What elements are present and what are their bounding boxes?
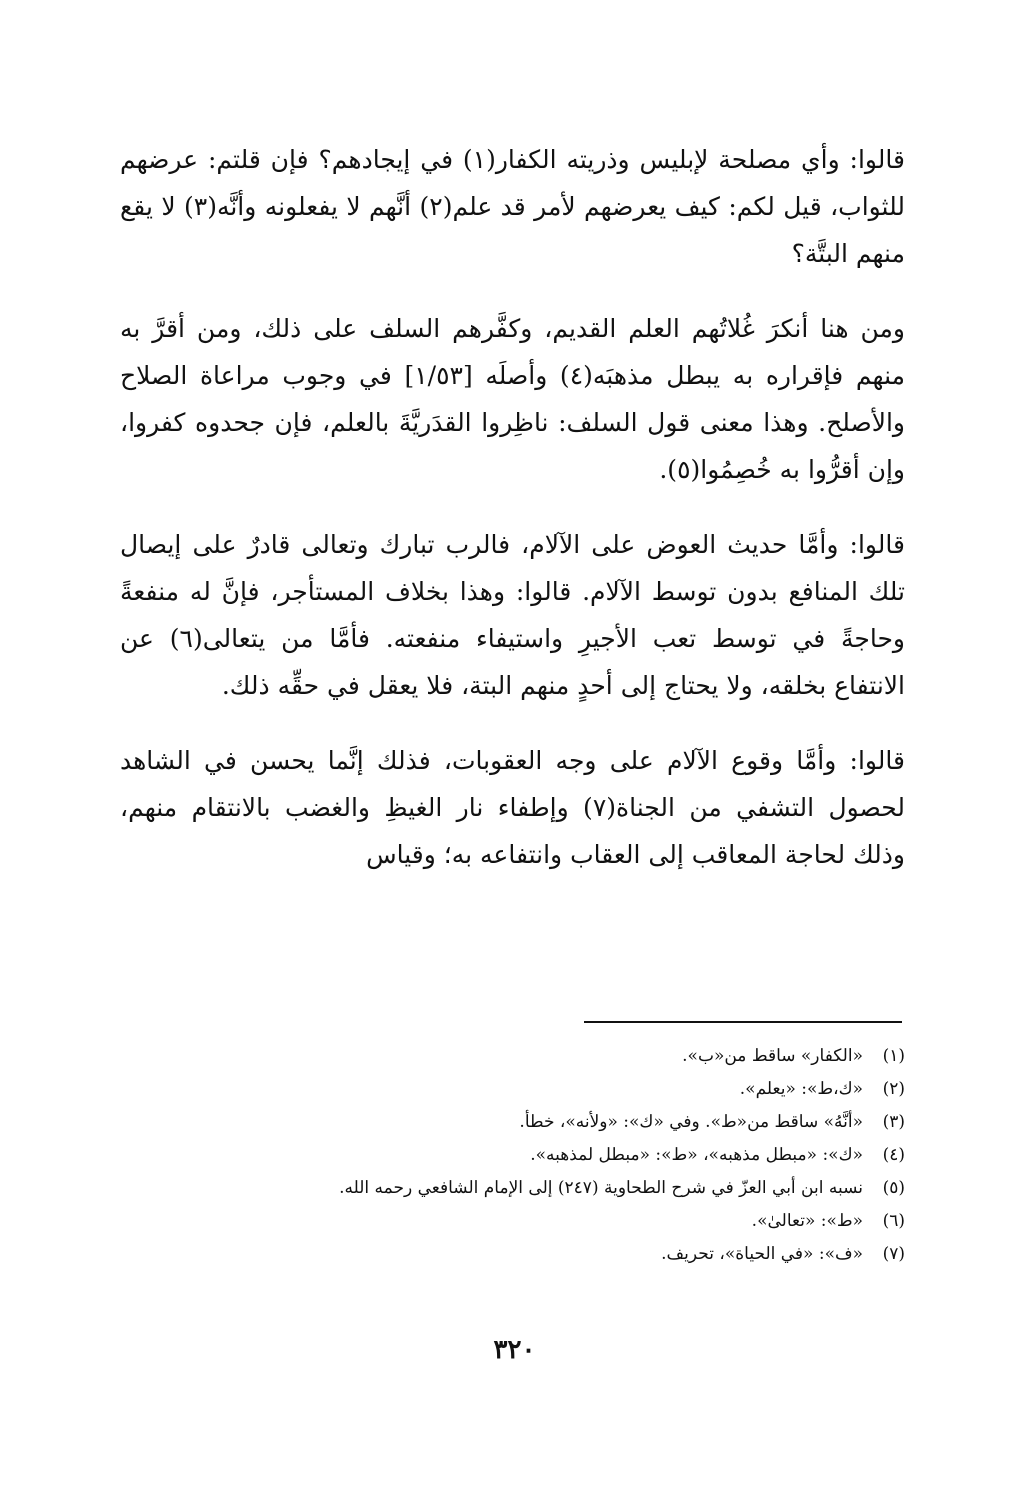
- footnote-number: (٤): [882, 1145, 905, 1165]
- footnote-2: [120, 1073, 905, 1106]
- paragraph-2: ومن هنا أنكرَ غُلاتُهم العلم القديم، وكفَّرهم السلف على ذلك، ومن أقرَّ به منهم فإقراره به يبطل مذهبَه(٤) وأصلَه [١/٥٣] في وجوب مراعاة الصلاح والأصلح. وهذا معنى قول السلف: ناظِروا القدَريَّةَ بالعلم، فإن جحدوه كفروا، وإن أقرُّوا به خُصِمُوا(٥).: [120, 314, 906, 484]
- footnote-text: «أنَّهُ» ساقط من«ط». وفي «ك»: «ولأنه»، خطأ.: [519, 1112, 863, 1132]
- footnote-7: [120, 1238, 905, 1271]
- paragraph-3: قالوا: وأمَّا حديث العوض على الآلام، فالرب تبارك وتعالى قادرٌ على إيصال تلك المنافع بدون توسط الآلام. قالوا: وهذا بخلاف المستأجر، فإنَّ له منفعةً وحاجةً في توسط تعب الأجيرِ واستيفاء منفعته. فأمَّا من يتعالى(٦) عن الانتفاع بخلقه، ولا يحتاج إلى أحدٍ منهم البتة، فلا يعقل في حقِّه ذلك.: [120, 530, 905, 700]
- footnote-number: (٣): [882, 1112, 905, 1132]
- footnote-number: (١): [882, 1046, 905, 1066]
- footnote-separator: [584, 1021, 902, 1023]
- footnote-6: [120, 1205, 905, 1238]
- paragraph-4: قالوا: وأمَّا وقوع الآلام على وجه العقوبات، فذلك إنَّما يحسن في الشاهد لحصول التشفي من الجناة(٧) وإطفاء نار الغيظِ والغضب بالانتقام منهم، وذلك لحاجة المعاقب إلى العقاب وانتفاعه به؛ وقياس: [120, 746, 905, 869]
- footnote-text: «الكفار» ساقط من«ب».: [682, 1046, 863, 1066]
- page-number: ٣٢٠: [493, 1335, 536, 1365]
- footnote-1: [120, 1040, 905, 1073]
- footnote-5: [120, 1172, 905, 1205]
- footnote-4: [120, 1139, 905, 1172]
- footnote-number: (٦): [882, 1211, 905, 1231]
- footnote-number: (٢): [882, 1079, 905, 1099]
- footnote-text: «ك»: «مبطل مذهبه»، «ط»: «مبطل لمذهبه».: [530, 1145, 863, 1165]
- footnote-text: «ف»: «في الحياة»، تحريف.: [661, 1244, 863, 1264]
- paragraph-1: قالوا: وأي مصلحة لإبليس وذريته الكفار(١) في إيجادهم؟ فإن قلتم: عرضهم للثواب، قيل لكم: كيف يعرضهم لأمر قد علم(٢) أنَّهم لا يفعلونه وأنَّه(٣) لا يقع منهم البتَّة؟: [120, 145, 905, 268]
- footnote-text: «ط»: «تعالىٰ».: [751, 1211, 863, 1231]
- footnote-text: «ك،ط»: «يعلم».: [739, 1079, 863, 1099]
- main-text: [120, 136, 905, 906]
- footnotes-list: [120, 1040, 905, 1271]
- footnote-3: [120, 1106, 905, 1139]
- footnote-number: (٥): [882, 1178, 905, 1198]
- footnote-number: (٧): [882, 1244, 905, 1264]
- footnote-text: نسبه ابن أبي العزّ في شرح الطحاوية (٢٤٧) إلى الإمام الشافعي رحمه الله.: [339, 1178, 863, 1198]
